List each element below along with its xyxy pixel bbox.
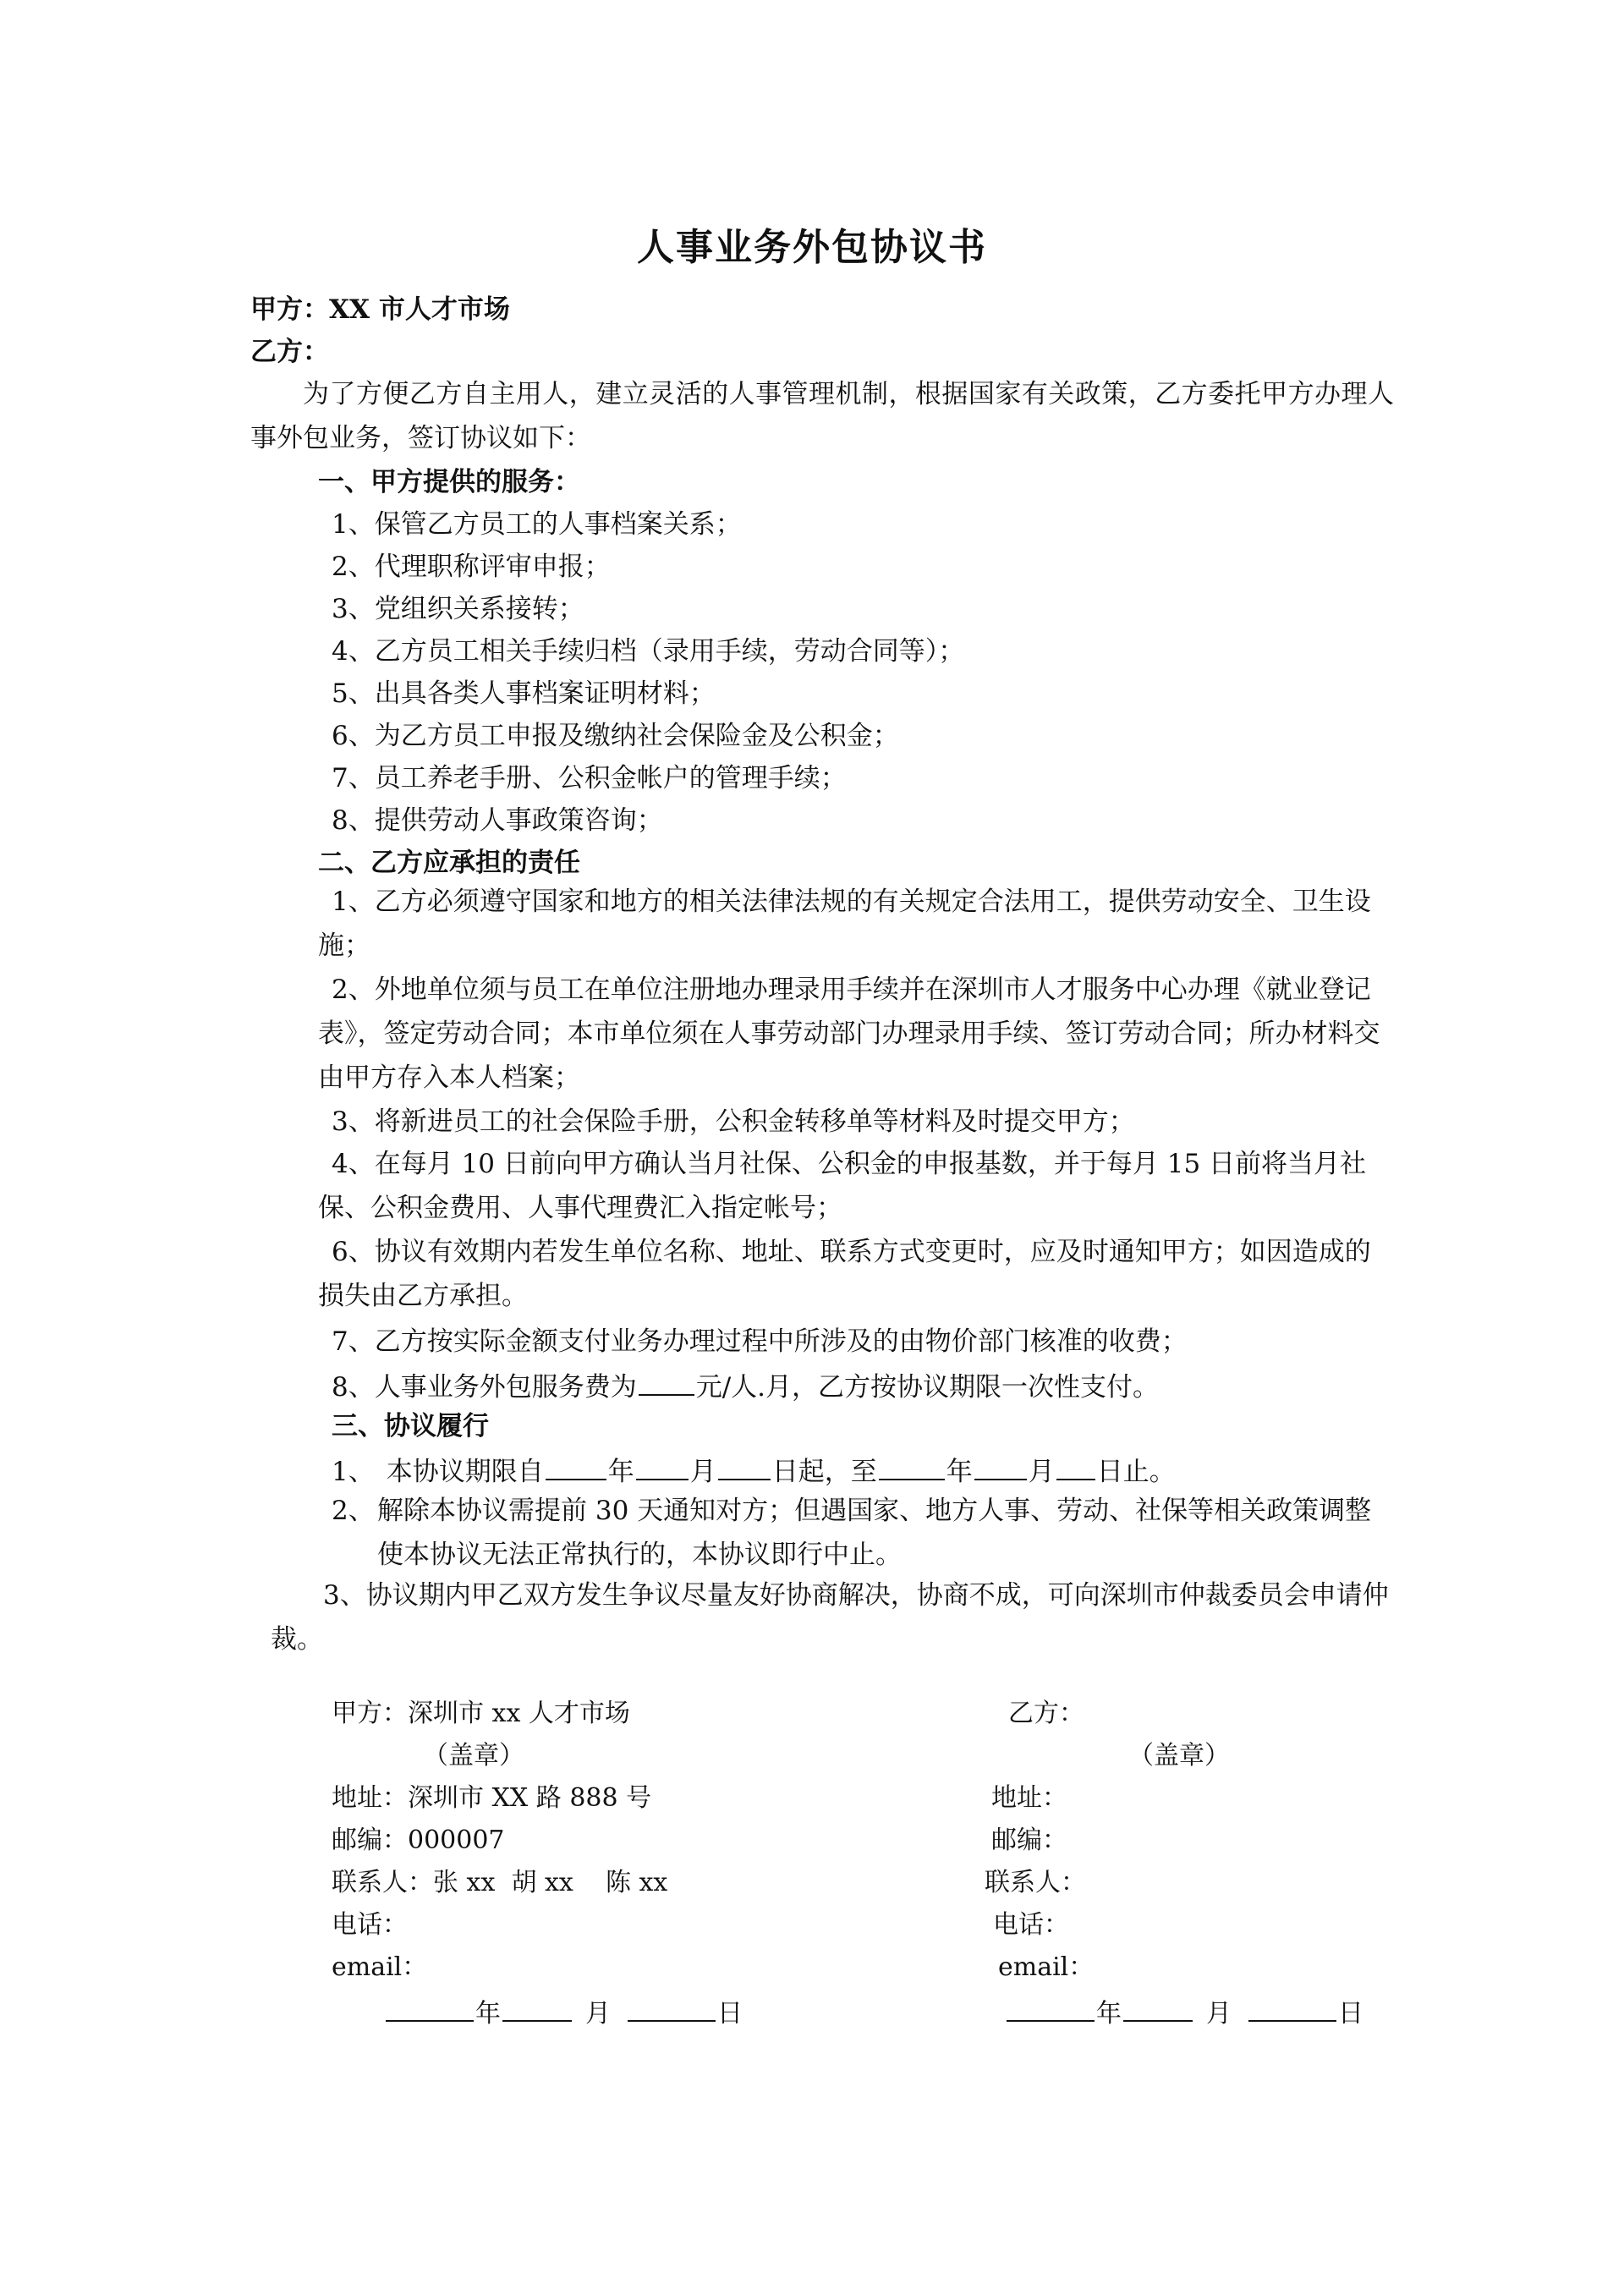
section2-item: 6、协议有效期内若发生单位名称、地址、联系方式变更时，应及时通知甲方；如因造成的损失由乙方承担。	[318, 1237, 1371, 1311]
start-year-blank[interactable]	[546, 1452, 606, 1480]
sig-a-contact: 联系人：张 xx 胡 xx 陈 xx	[332, 1868, 668, 1897]
intro-paragraph: 为了方便乙方自主用人，建立灵活的人事管理机制，根据国家有关政策，乙方委托甲方办理人事外包业务，签订协议如下：	[250, 379, 1394, 453]
section1-item: 3、党组织关系接转；	[332, 594, 584, 624]
sig-b-contact: 联系人：	[985, 1868, 1086, 1897]
section1-item: 4、乙方员工相关手续归档（录用手续，劳动合同等）；	[332, 636, 965, 667]
dispute-clause: 3、协议期内甲乙双方发生争议尽量友好协商解决，协商不成，可向深圳市仲裁委员会申请仲裁。	[271, 1580, 1389, 1655]
section2-item: 2、外地单位须与员工在单位注册地办理录用手续并在深圳市人才服务中心办理《就业登记表》，签定劳动合同；本市单位须在人事劳动部门办理录用手续、签订劳动合同；所办材料交由甲方存入本人档案；	[318, 975, 1380, 1093]
sig-b-party: 乙方：	[1008, 1699, 1084, 1728]
sig-a-email: email：	[332, 1952, 428, 1982]
sig-b-email: email：	[998, 1952, 1095, 1982]
sig-b-address: 地址：	[991, 1783, 1067, 1813]
section2-item: 4、在每月 10 日前向甲方确认当月社保、公积金的申报基数，并于每月 15 日前将当月社保、公积金费用、人事代理费汇入指定帐号；	[318, 1149, 1367, 1223]
section2-heading: 二、乙方应承担的责任	[318, 848, 580, 878]
section2-item: 3、将新进员工的社会保险手册，公积金转移单等材料及时提交甲方；	[332, 1106, 1135, 1137]
party-b-header: 乙方：	[250, 337, 329, 367]
start-month-blank[interactable]	[636, 1452, 689, 1480]
termination-clause: 解除本协议需提前 30 天通知对方；但遇国家、地方人事、劳动、社保等相关政策调整使本协议无法正常执行的，本协议即行中止。	[377, 1496, 1372, 1570]
sig-b-day-blank[interactable]	[1248, 1993, 1336, 2022]
sig-a-date: 年 月 日	[384, 1993, 743, 2031]
fee-blank[interactable]	[639, 1367, 694, 1396]
section1-item: 2、代理职称评审申报；	[332, 552, 611, 582]
sig-b-postcode: 邮编：	[991, 1826, 1067, 1855]
section1-item: 6、为乙方员工申报及缴纳社会保险金及公积金；	[332, 721, 899, 751]
section1-heading: 一、甲方提供的服务：	[318, 467, 580, 497]
end-day-blank[interactable]	[1056, 1452, 1095, 1480]
fee-label: 8、人事业务外包服务费为	[332, 1372, 637, 1403]
end-year-blank[interactable]	[879, 1452, 945, 1480]
party-a-header: 甲方：XX 市人才市场	[250, 294, 510, 325]
start-day-blank[interactable]	[718, 1452, 771, 1480]
section3-heading: 三、协议履行	[332, 1411, 489, 1441]
termination-clause-num: 2、	[332, 1496, 375, 1526]
sig-a-address: 地址：深圳市 XX 路 888 号	[332, 1783, 652, 1813]
sig-a-year-blank[interactable]	[386, 1993, 474, 2022]
sig-a-postcode: 邮编：000007	[332, 1826, 505, 1855]
fee-suffix: 元/人.月，乙方按协议期限一次性支付。	[695, 1372, 1160, 1403]
sig-b-date: 年 月 日	[1005, 1993, 1363, 2031]
section1-item: 7、员工养老手册、公积金帐户的管理手续；	[332, 763, 847, 793]
section1-item: 8、提供劳动人事政策咨询；	[332, 805, 663, 836]
section2-item: 7、乙方按实际金额支付业务办理过程中所涉及的由物价部门核准的收费；	[332, 1326, 1188, 1357]
term-clause: 1、 本协议期限自 年 月 日起，至 年 月 日止。	[332, 1452, 1176, 1489]
sig-b-month-blank[interactable]	[1123, 1993, 1193, 2022]
sig-a-day-blank[interactable]	[628, 1993, 716, 2022]
sig-a-phone: 电话：	[332, 1910, 408, 1940]
sig-b-phone: 电话：	[993, 1910, 1069, 1940]
section2-item8	[332, 1367, 1159, 1404]
sig-b-year-blank[interactable]	[1007, 1993, 1095, 2022]
section1-item: 5、出具各类人事档案证明材料；	[332, 678, 716, 709]
end-month-blank[interactable]	[974, 1452, 1027, 1480]
sig-b-seal: （盖章）	[1128, 1741, 1230, 1771]
sig-a-seal: （盖章）	[423, 1741, 524, 1771]
sig-a-month-blank[interactable]	[502, 1993, 572, 2022]
section2-item: 1、乙方必须遵守国家和地方的相关法律法规的有关规定合法用工，提供劳动安全、卫生设施；	[318, 887, 1371, 961]
document-title: 人事业务外包协议书	[637, 226, 987, 269]
sig-a-party: 甲方：深圳市 xx 人才市场	[332, 1699, 630, 1728]
section1-item: 1、保管乙方员工的人事档案关系；	[332, 509, 742, 540]
